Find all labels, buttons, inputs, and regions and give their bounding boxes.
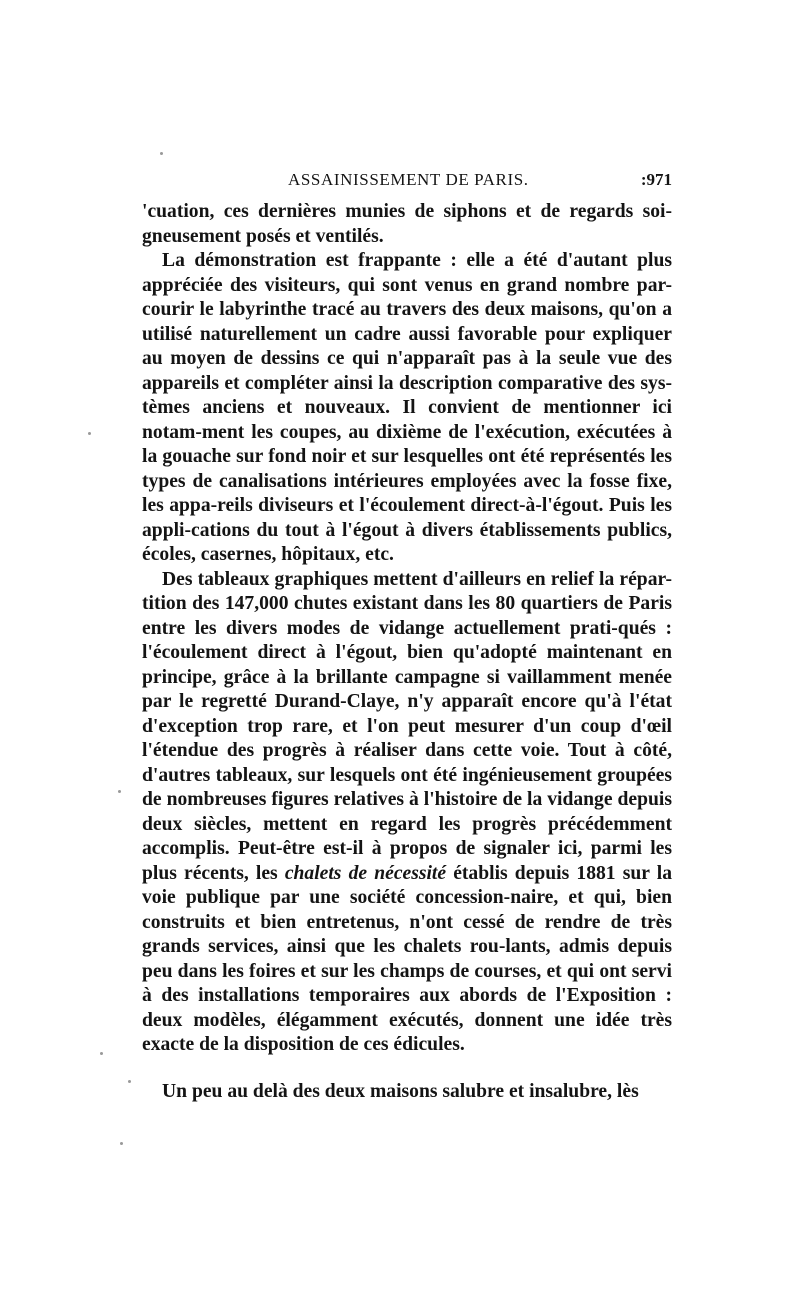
paragraph-demonstration: La démonstration est frappante : elle a été d'autant plus appréciée des visiteurs, qui sont venus en grand nombre par-courir le labyrinthe tracé au travers des deux maisons, qu'on a utilisé naturellement un cadre aussi favorable pour expliquer au moyen de dessins ce qui n'apparaît pas à la seule vue des appareils et compléter ainsi la description comparative des sys-tèmes anciens et nouveaux. Il convient de mentionner ici notam-ment les coupes, au dixième de l'exécution, exécutées à la gouache sur fond noir et sur lesquelles ont été représentés les types de canalisations intérieures employées avec la fosse fixe, les appa-reils diviseurs et l'écoulement direct-à-l'égout. Puis les appli-cations du tout à l'égout à divers établissements publics, écoles, casernes, hôpitaux, etc. xyxy=(142,250,672,565)
paper-speck xyxy=(118,790,121,793)
paragraph-text-segment: Des tableaux graphiques mettent d'ailleurs en relief la répar-tition des 147,000 chutes existant dans les 80 quartiers de Paris entre les divers modes de vidange actuellement prati-qués : l'écoulement direct à l'égout, bien qu'adopté maintenant en principe, grâce à la brillante campagne si vaillamment menée par le regretté Durand-Claye, n'y apparaît encore qu'à l'état d'exception trop rare, et l'on peut mesurer d'un coup d'œil l'étendue des progrès à réaliser dans cette voie. Tout à côté, d'autres tableaux, sur lesquels ont été ingénieusement groupées de nombreuses figures relatives à l'histoire de la vidange depuis deux siècles, mettent en regard les progrès précédemment accomplis. Peut-être est-il à propos de signaler ici, parmi les plus récents, les xyxy=(142,568,672,884)
paper-speck xyxy=(160,152,163,155)
page-number: :971 xyxy=(640,170,672,189)
paragraph-tableaux xyxy=(142,568,672,1058)
body-text xyxy=(142,200,672,1104)
paper-speck xyxy=(120,1142,123,1145)
paragraph-text-segment: établis depuis 1881 sur la voie publique par une société concession-naire, et qui, bien construits et bien entretenus, n'ont cessé de rendre de très grands services, ainsi que les chalets rou-lants, admis depuis peu dans les foires et sur les champs de courses, et qui ont servi à des installations temporaires aux abords de l'Exposition : deux modèles, élégamment exécutés, donnent une idée très exacte de la disposition de ces édicules. xyxy=(142,862,673,1055)
paragraph-continuation: 'cuation, ces dernières munies de siphons et de regards soi-gneusement posés et ventilés. xyxy=(142,201,672,247)
italic-term: chalets de nécessité xyxy=(284,862,447,884)
page-header xyxy=(142,170,672,196)
paper-speck xyxy=(88,432,91,435)
running-title: ASSAINISSEMENT DE PARIS. xyxy=(288,170,529,189)
paper-speck xyxy=(128,1080,131,1083)
paragraph-final-line: Un peu au delà des deux maisons salubre et insalubre, lès xyxy=(162,1080,639,1102)
paper-speck xyxy=(100,1052,103,1055)
